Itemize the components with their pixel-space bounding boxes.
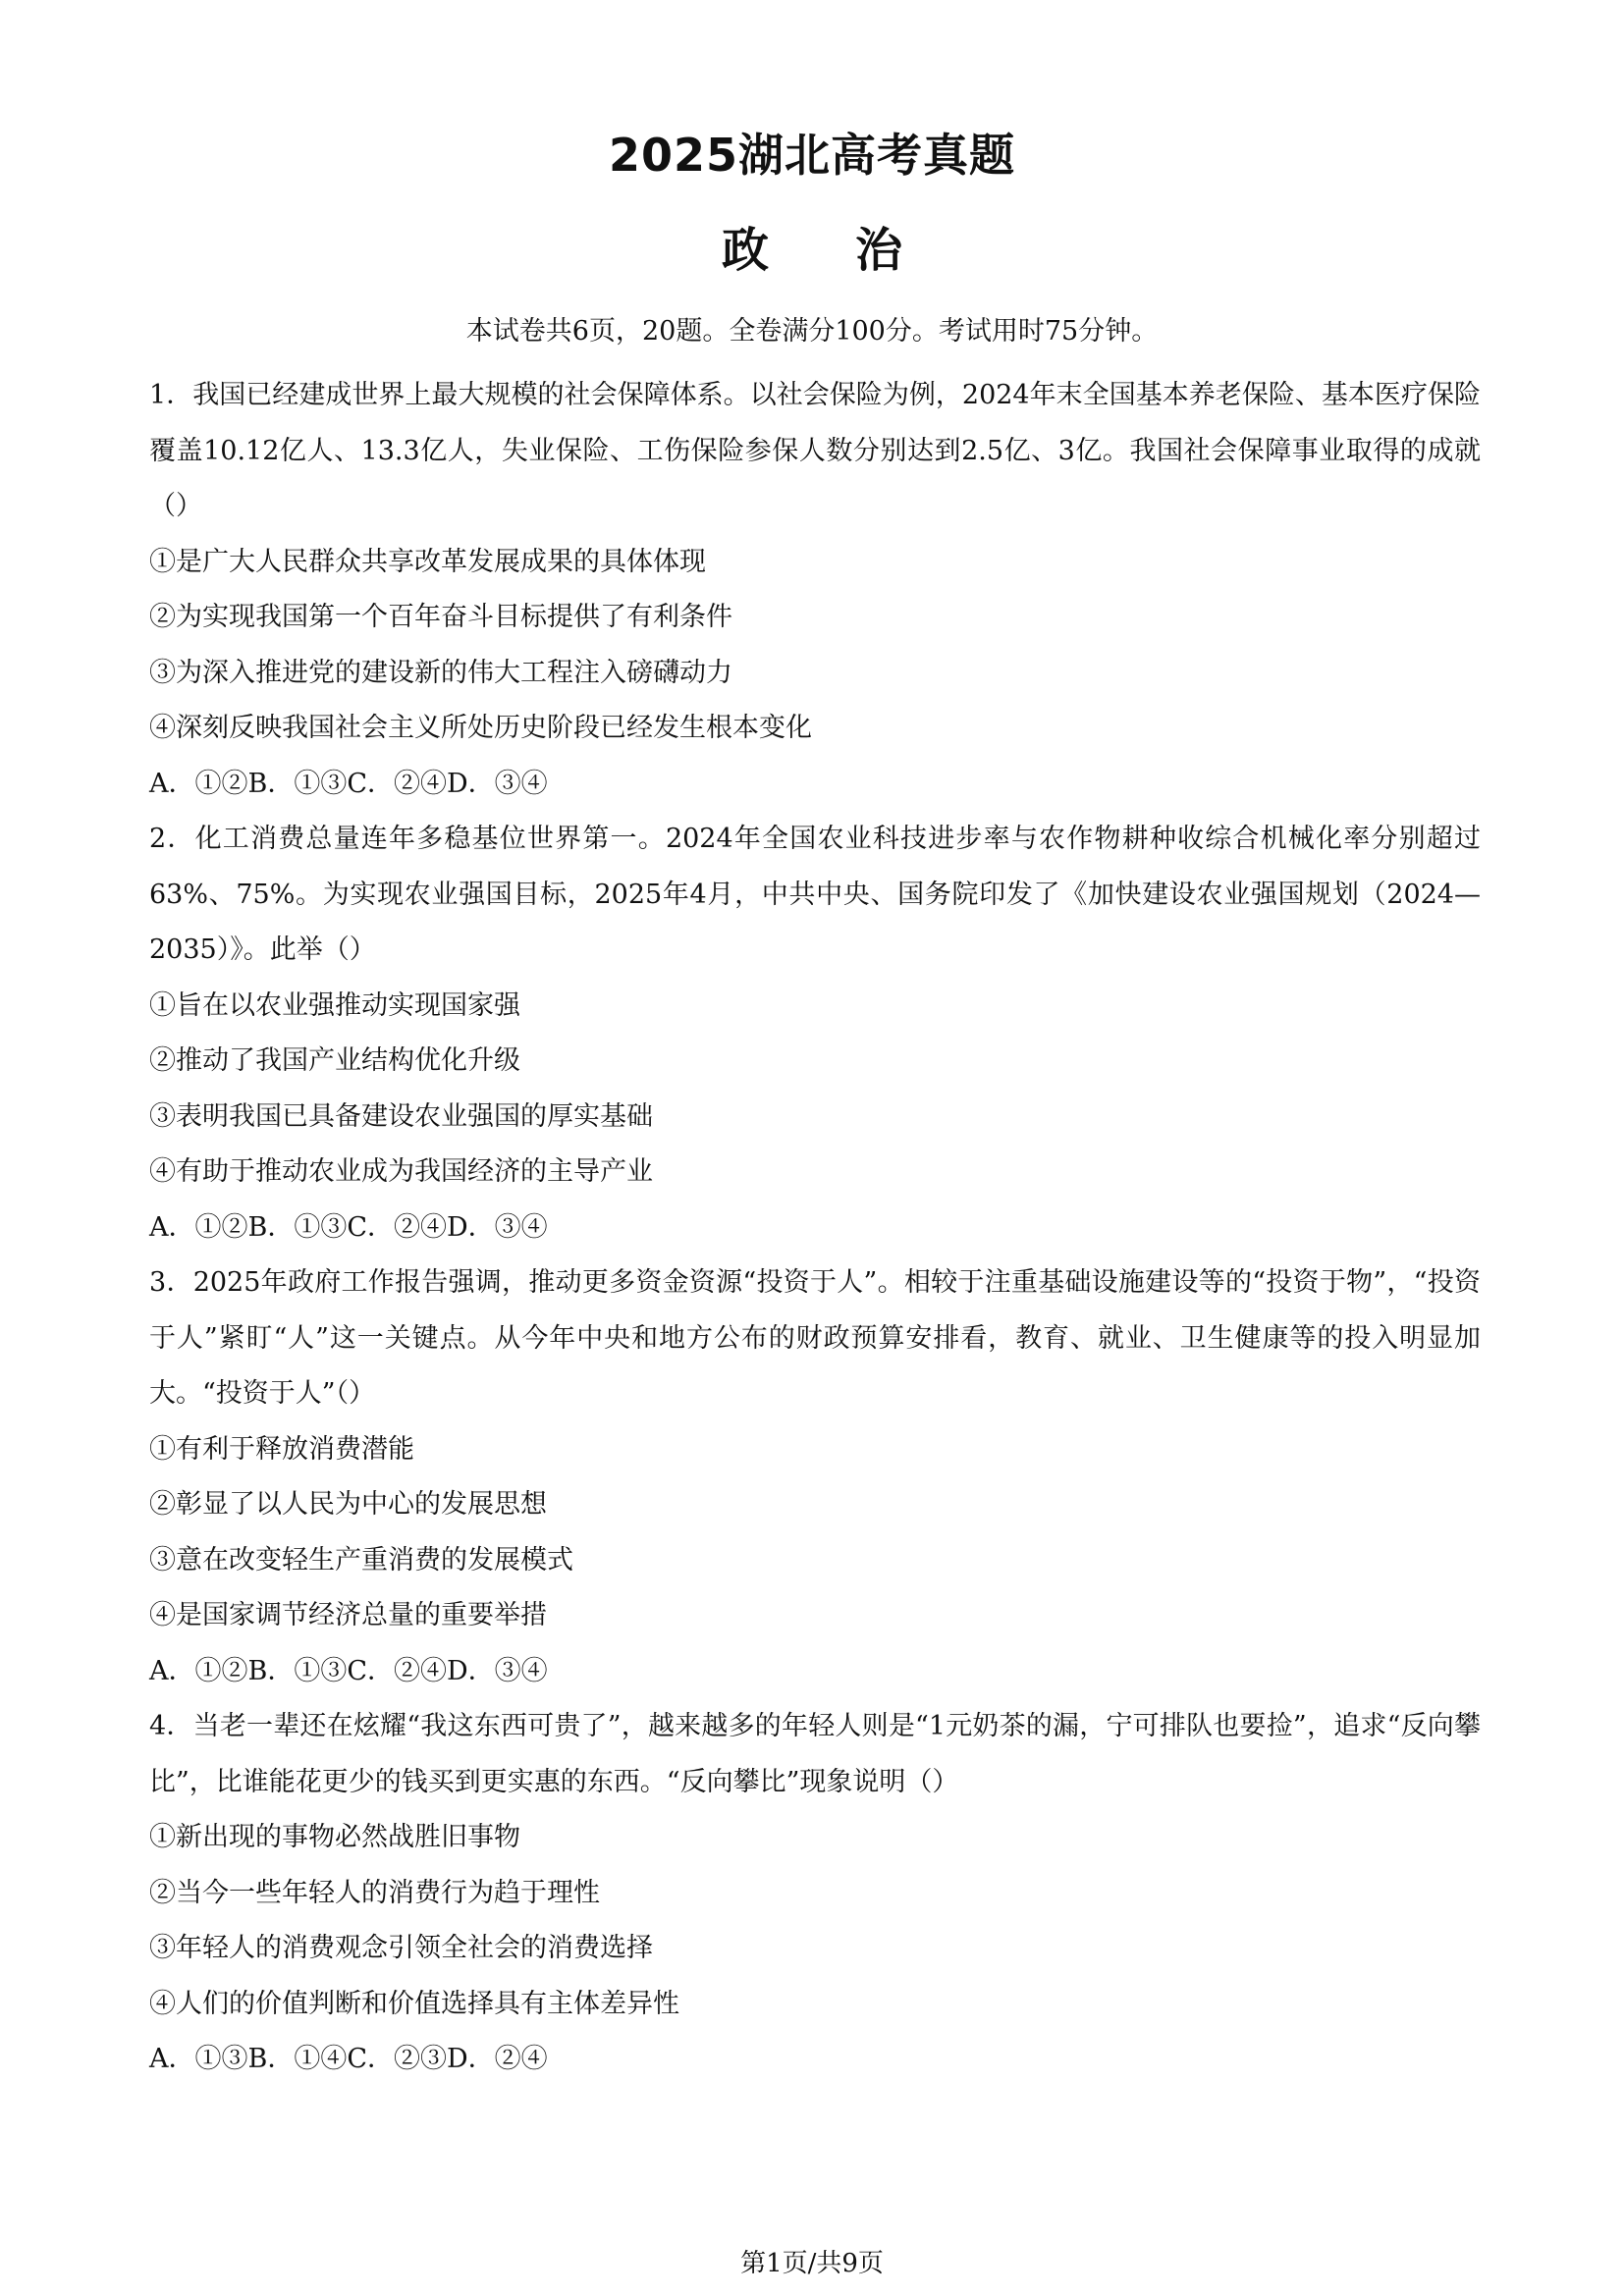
statement: ②为实现我国第一个百年奋斗目标提供了有利条件 xyxy=(149,602,732,632)
statement: ③意在改变轻生产重消费的发展模式 xyxy=(149,1544,573,1575)
statement: ③为深入推进党的建设新的伟大工程注入磅礴动力 xyxy=(149,657,732,688)
question-stem: 1．我国已经建成世界上最大规模的社会保障体系。以社会保险为例，2024年末全国基本养老保险、基本医疗保险覆盖10.12亿人、13.3亿人，失业保险、工伤保险参保人数分别达到2.5亿、3亿。我国社会保障事业取得的成就（） xyxy=(149,380,1481,521)
question-stem: 3．2025年政府工作报告强调，推动更多资金资源“投资于人”。相较于注重基础设施建设等的“投资于物”，“投资于人”紧盯“人”这一关键点。从今年中央和地方公布的财政预算安排看，教育、就业、卫生健康等的投入明显加大。“投资于人”（） xyxy=(149,1267,1481,1409)
exam-intro: 本试卷共6页，20题。全卷满分100分。考试用时75分钟。 xyxy=(465,316,1159,347)
statement: ②当今一些年轻人的消费行为趋于理性 xyxy=(149,1877,600,1908)
question-2 xyxy=(149,812,1481,1255)
statement: ①有利于释放消费潜能 xyxy=(149,1433,414,1465)
statement: ①旨在以农业强推动实现国家强 xyxy=(149,989,520,1021)
page-title: 2025湖北高考真题 xyxy=(608,129,1016,182)
statement: ④有助于推动农业成为我国经济的主导产业 xyxy=(149,1156,653,1187)
answer-options: A．①②B．①③C．②④D．③④ xyxy=(149,1655,548,1686)
statement: ④深刻反映我国社会主义所处历史阶段已经发生根本变化 xyxy=(149,713,812,743)
subject-title: 政治 xyxy=(721,223,989,278)
answer-options: A．①②B．①③C．②④D．③④ xyxy=(149,768,548,799)
statement: ②彰显了以人民为中心的发展思想 xyxy=(149,1489,547,1520)
answer-options: A．①③B．①④C．②③D．②④ xyxy=(149,2044,548,2074)
statement: ④人们的价值判断和价值选择具有主体差异性 xyxy=(149,1988,679,2019)
answer-options: A．①②B．①③C．②④D．③④ xyxy=(149,1211,548,1243)
question-stem: 2．化工消费总量连年多稳基位世界第一。2024年全国农业科技进步率与农作物耕种收综合机械化率分别超过63%、75%。为实现农业强国目标，2025年4月，中共中央、国务院印发了《加快建设农业强国规划（2024—2035）》。此举（） xyxy=(149,824,1481,965)
statement: ④是国家调节经济总量的重要举措 xyxy=(149,1600,547,1630)
question-list xyxy=(149,368,1481,2088)
statement: ③表明我国已具备建设农业强国的厚实基础 xyxy=(149,1100,653,1132)
statement: ①是广大人民群众共享改革发展成果的具体体现 xyxy=(149,546,706,577)
statement: ②推动了我国产业结构优化升级 xyxy=(149,1045,520,1076)
question-4 xyxy=(149,1699,1481,2088)
question-stem: 4．当老一辈还在炫耀“我这东西可贵了”，越来越多的年轻人则是“1元奶茶的漏，宁可排队也要捡”，追求“反向攀比”，比谁能花更少的钱买到更实惠的东西。“反向攀比”现象说明（） xyxy=(149,1711,1481,1797)
question-1 xyxy=(149,368,1481,812)
statement: ①新出现的事物必然战胜旧事物 xyxy=(149,1822,520,1852)
statement: ③年轻人的消费观念引领全社会的消费选择 xyxy=(149,1933,653,1963)
question-3 xyxy=(149,1255,1481,1699)
page-number: 第1页/共9页 xyxy=(740,2249,884,2278)
